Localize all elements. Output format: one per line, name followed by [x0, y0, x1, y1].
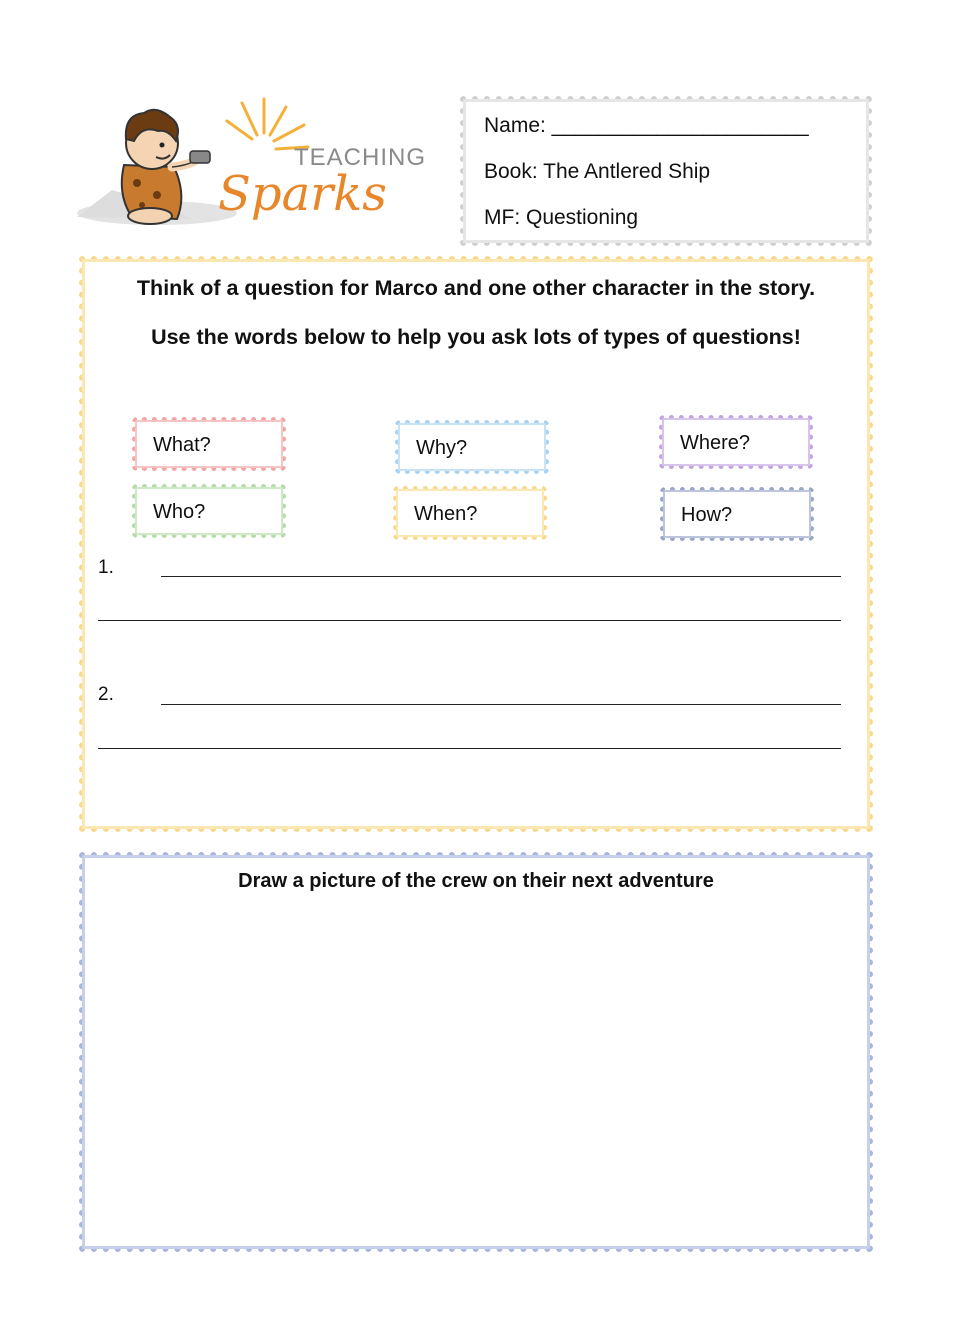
word-why: Why?: [395, 420, 549, 474]
answer-line-1a[interactable]: [161, 576, 841, 577]
brand-top-text: TEACHING: [294, 144, 427, 171]
teaching-sparks-logo: [72, 95, 437, 240]
instruction-words: Use the words below to help you ask lots of types of questions!: [151, 325, 801, 349]
questions-panel: [79, 256, 873, 832]
word-when: When?: [393, 486, 547, 540]
word-what: What?: [132, 417, 286, 471]
drawing-instruction: Draw a picture of the crew on their next adventure: [238, 870, 714, 892]
book-title: Book: The Antlered Ship: [484, 160, 711, 183]
word-who: Who?: [132, 484, 286, 538]
question-number-2: 2.: [98, 684, 114, 705]
word-where: Where?: [659, 415, 813, 469]
question-number-1: 1.: [98, 557, 114, 578]
drawing-panel[interactable]: [79, 852, 873, 1252]
student-info-box: [460, 96, 872, 246]
answer-line-2b[interactable]: [98, 748, 841, 749]
brand-bottom-text: Sparks: [218, 166, 387, 222]
answer-line-1b[interactable]: [98, 620, 841, 621]
caveman-mascot-icon: [72, 95, 437, 240]
instruction-question: Think of a question for Marco and one other character in the story.: [136, 276, 816, 300]
mf-label: MF: Questioning: [484, 206, 639, 229]
answer-line-2a[interactable]: [161, 704, 841, 705]
word-how: How?: [660, 487, 814, 541]
name-field[interactable]: Name: ______________________: [484, 114, 809, 137]
